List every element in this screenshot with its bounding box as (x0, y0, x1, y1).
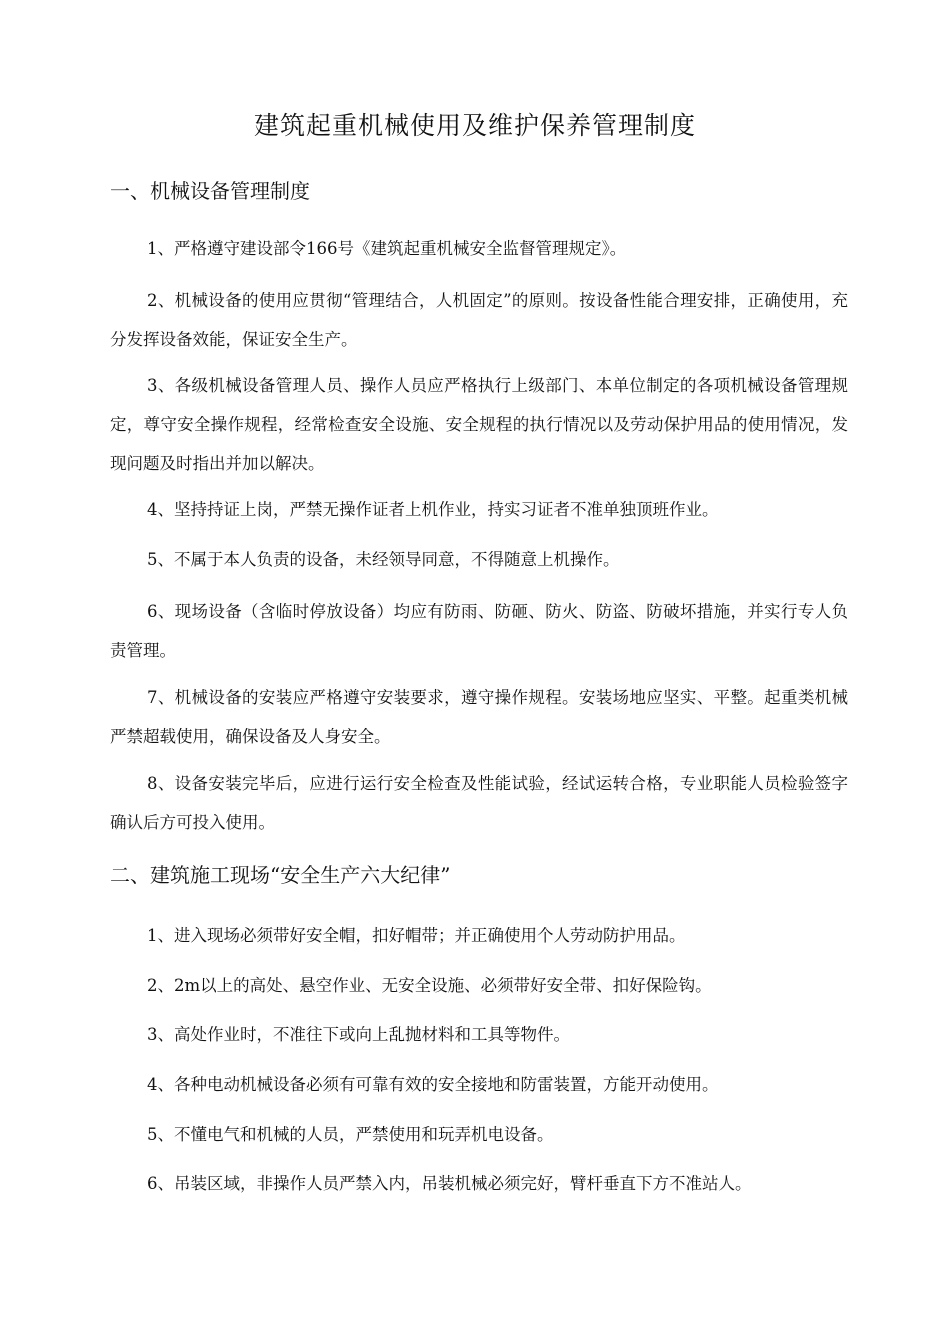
document-title: 建筑起重机械使用及维护保养管理制度 (253, 111, 696, 140)
paragraph-1-1: 1、严格遵守建设部令166号《建筑起重机械安全监督管理规定》。 (147, 239, 627, 258)
section-heading-six-disciplines: 二、建筑施工现场“安全生产六大纪律” (110, 863, 451, 887)
paragraph-2-1: 1、进入现场必须带好安全帽，扣好帽带；并正确使用个人劳动防护用品。 (147, 926, 686, 945)
paragraph-1-2: 2、机械设备的使用应贯彻“管理结合，人机固定”的原则。按设备性能合理安排，正确使用，充分发挥设备效能，保证安全生产。 (110, 291, 848, 349)
paragraph-2-5: 5、不懂电气和机械的人员，严禁使用和玩弄机电设备。 (147, 1125, 554, 1144)
paragraph-1-4: 4、坚持持证上岗，严禁无操作证者上机作业，持实习证者不准单独顶班作业。 (147, 500, 719, 519)
paragraph-1-6: 6、现场设备（含临时停放设备）均应有防雨、防砸、防火、防盗、防破坏措施，并实行专人负责管理。 (110, 602, 848, 660)
section-heading-machinery-management: 一、机械设备管理制度 (110, 179, 310, 203)
paragraph-2-3: 3、高处作业时，不准往下或向上乱抛材料和工具等物件。 (147, 1025, 570, 1044)
paragraph-1-7: 7、机械设备的安装应严格遵守安装要求，遵守操作规程。安装场地应坚实、平整。起重类机械严禁超载使用，确保设备及人身安全。 (110, 688, 848, 746)
paragraph-2-2: 2、2m以上的高处、悬空作业、无安全设施、必须带好安全带、扣好保险钩。 (147, 976, 712, 995)
paragraph-2-4: 4、各种电动机械设备必须有可靠有效的安全接地和防雷装置，方能开动使用。 (147, 1075, 719, 1094)
paragraph-1-5: 5、不属于本人负责的设备，未经领导同意，不得随意上机操作。 (147, 550, 620, 569)
paragraph-2-6: 6、吊装区域，非操作人员严禁入内，吊装机械必须完好，臂杆垂直下方不准站人。 (147, 1174, 752, 1193)
paragraph-1-3: 3、各级机械设备管理人员、操作人员应严格执行上级部门、本单位制定的各项机械设备管理规定，尊守安全操作规程，经常检查安全设施、安全规程的执行情况以及劳动保护用品的使用情况，发现问题及时指出并加以解决。 (110, 376, 848, 473)
paragraph-1-8: 8、设备安装完毕后，应进行运行安全检查及性能试验，经试运转合格，专业职能人员检验签字确认后方可投入使用。 (110, 774, 848, 832)
